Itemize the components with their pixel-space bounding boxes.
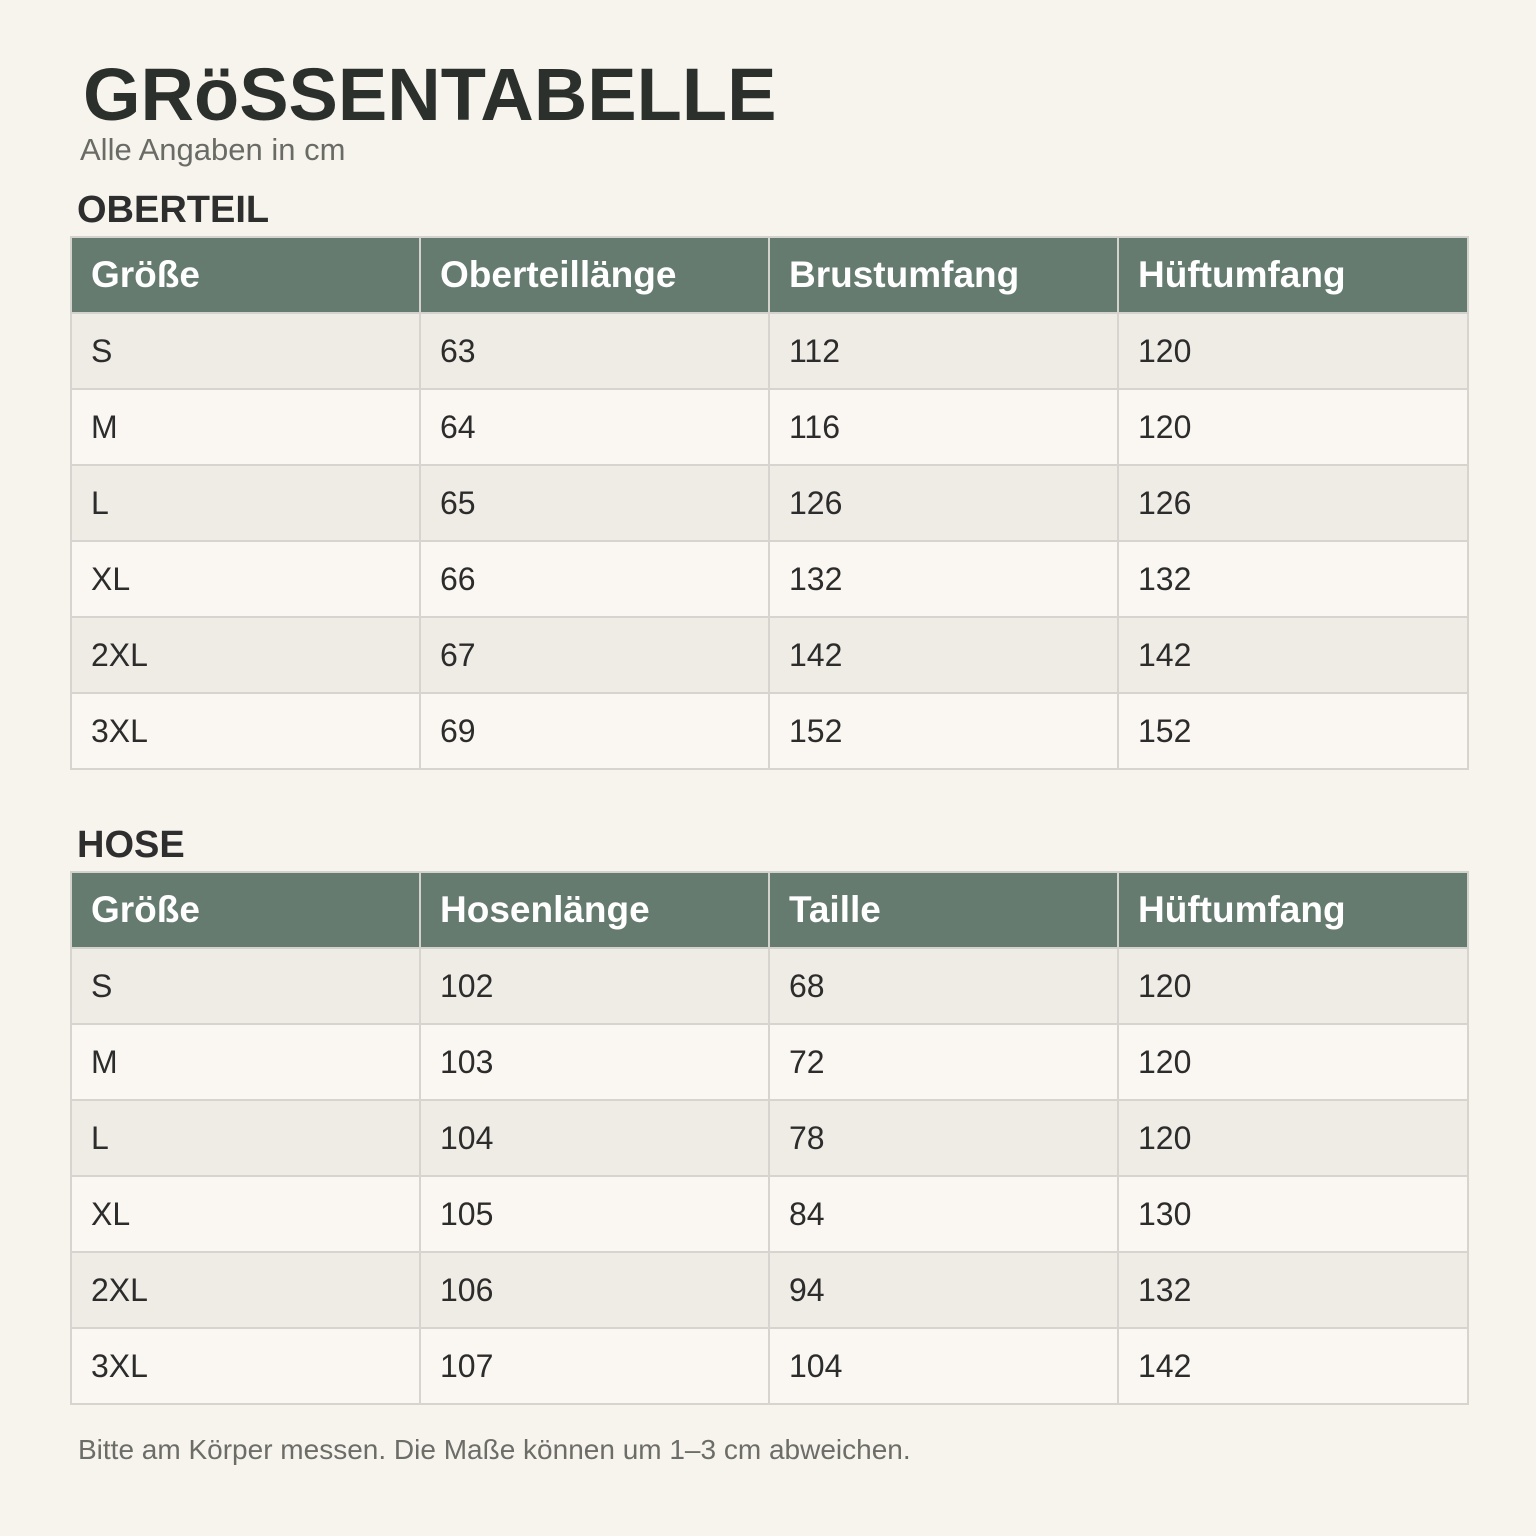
page-title: GRöSSENTABELLE: [83, 53, 777, 136]
table-header-row: [71, 872, 1468, 948]
table-cell: M: [71, 389, 420, 465]
table-row: [71, 948, 1468, 1024]
section-title-oberteil: OBERTEIL: [77, 189, 270, 231]
table-cell: 152: [1118, 693, 1468, 769]
column-header: Oberteillänge: [420, 237, 769, 313]
table-cell: 107: [420, 1328, 769, 1404]
table-row: [71, 693, 1468, 769]
column-header: Größe: [71, 237, 420, 313]
column-header: Taille: [769, 872, 1118, 948]
table-cell: 68: [769, 948, 1118, 1024]
table-cell: 66: [420, 541, 769, 617]
table-cell: M: [71, 1024, 420, 1100]
table-cell: 132: [1118, 541, 1468, 617]
table-cell: 103: [420, 1024, 769, 1100]
footnote: Bitte am Körper messen. Die Maße können um 1–3 cm abweichen.: [78, 1434, 911, 1465]
table-cell: 84: [769, 1176, 1118, 1252]
table-cell: 120: [1118, 313, 1468, 389]
table-cell: 78: [769, 1100, 1118, 1176]
table-cell: 3XL: [71, 1328, 420, 1404]
section-title-hose: HOSE: [77, 824, 185, 866]
table-cell: 130: [1118, 1176, 1468, 1252]
size-table-hose: [70, 871, 1469, 1405]
table-row: [71, 541, 1468, 617]
table-cell: 105: [420, 1176, 769, 1252]
column-header: Brustumfang: [769, 237, 1118, 313]
table-row: [71, 313, 1468, 389]
page-subtitle: Alle Angaben in cm: [80, 132, 346, 167]
table-cell: L: [71, 465, 420, 541]
table-cell: 112: [769, 313, 1118, 389]
table-row: [71, 389, 1468, 465]
table-cell: 104: [769, 1328, 1118, 1404]
table-cell: S: [71, 313, 420, 389]
table-cell: 120: [1118, 948, 1468, 1024]
column-header: Hüftumfang: [1118, 872, 1468, 948]
table-cell: 120: [1118, 1100, 1468, 1176]
table-row: [71, 1252, 1468, 1328]
table-row: [71, 617, 1468, 693]
table-cell: 142: [769, 617, 1118, 693]
column-header: Hüftumfang: [1118, 237, 1468, 313]
table-cell: XL: [71, 541, 420, 617]
table-row: [71, 1100, 1468, 1176]
table-cell: 94: [769, 1252, 1118, 1328]
table-cell: 126: [769, 465, 1118, 541]
table-cell: L: [71, 1100, 420, 1176]
table-cell: 116: [769, 389, 1118, 465]
table-cell: 132: [1118, 1252, 1468, 1328]
table-cell: 3XL: [71, 693, 420, 769]
table-cell: 142: [1118, 1328, 1468, 1404]
table-cell: 120: [1118, 1024, 1468, 1100]
table-cell: 106: [420, 1252, 769, 1328]
table-header-row: [71, 237, 1468, 313]
table-cell: 69: [420, 693, 769, 769]
table-cell: 132: [769, 541, 1118, 617]
column-header: Hosenlänge: [420, 872, 769, 948]
table-cell: 67: [420, 617, 769, 693]
table-cell: XL: [71, 1176, 420, 1252]
table-cell: 65: [420, 465, 769, 541]
table-cell: 64: [420, 389, 769, 465]
table-cell: 126: [1118, 465, 1468, 541]
size-table-oberteil: [70, 236, 1469, 770]
table-row: [71, 1024, 1468, 1100]
table-cell: S: [71, 948, 420, 1024]
table-cell: 120: [1118, 389, 1468, 465]
table-row: [71, 465, 1468, 541]
table-cell: 63: [420, 313, 769, 389]
table-cell: 142: [1118, 617, 1468, 693]
column-header: Größe: [71, 872, 420, 948]
table-row: [71, 1176, 1468, 1252]
table-cell: 152: [769, 693, 1118, 769]
table-cell: 104: [420, 1100, 769, 1176]
table-cell: 2XL: [71, 1252, 420, 1328]
table-cell: 102: [420, 948, 769, 1024]
table-row: [71, 1328, 1468, 1404]
table-cell: 2XL: [71, 617, 420, 693]
table-cell: 72: [769, 1024, 1118, 1100]
